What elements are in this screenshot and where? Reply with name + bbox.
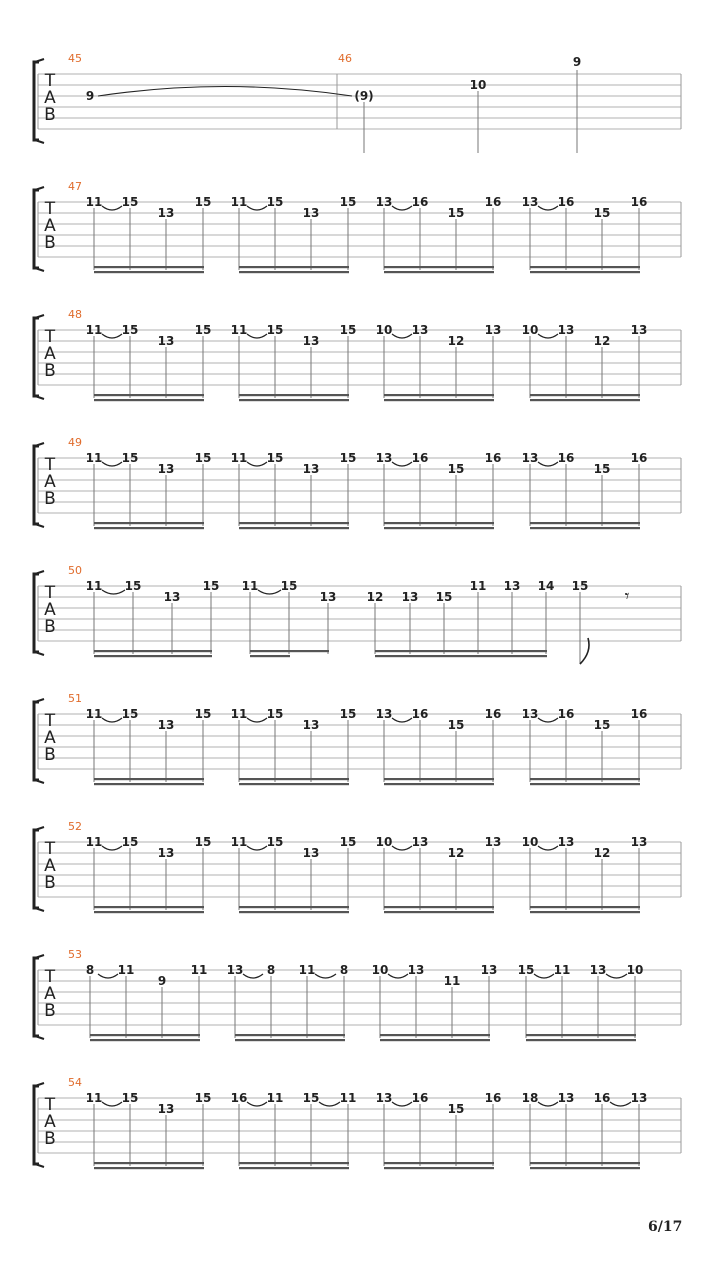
fret-number: 16 [630, 451, 648, 465]
fret-number: 15 [202, 579, 220, 593]
tie-arc [610, 1102, 631, 1106]
fret-number: 13 [589, 963, 607, 977]
fret-number: 10 [521, 835, 539, 849]
fret-number: 10 [521, 323, 539, 337]
beam-primary [530, 778, 640, 780]
fret-number: 11 [230, 195, 248, 209]
fret-number: 15 [194, 451, 212, 465]
tab-clef-t: T [44, 839, 56, 859]
beam-primary [384, 906, 494, 908]
beam-secondary [384, 911, 494, 913]
system-bracket-hook [35, 955, 44, 958]
beam-secondary [530, 1167, 640, 1169]
beam-secondary [530, 399, 640, 401]
fret-number: 15 [194, 323, 212, 337]
tab-clef-b: B [44, 361, 56, 381]
tie-arc [538, 462, 558, 466]
fret-number: 15 [339, 707, 357, 721]
beam-secondary [375, 655, 547, 657]
fret-number: 16 [557, 195, 575, 209]
beam-primary [239, 266, 349, 268]
beam-primary [530, 266, 640, 268]
fret-number: 8 [85, 963, 95, 977]
fret-number: 16 [630, 195, 648, 209]
fret-number: 13 [375, 1091, 393, 1105]
beam-secondary [94, 271, 204, 273]
fret-number: 10 [469, 78, 487, 92]
beam-secondary [384, 783, 494, 785]
tab-clef-a: A [44, 984, 56, 1004]
beam-primary [94, 394, 204, 396]
beam-primary [94, 1162, 204, 1164]
fret-number: 13 [157, 462, 175, 476]
fret-number: 16 [484, 707, 502, 721]
system-bracket-hook [35, 780, 44, 783]
fret-number: 13 [163, 590, 181, 604]
tie-arc [392, 462, 412, 466]
fret-number: 13 [157, 718, 175, 732]
tie-arc [319, 1102, 340, 1106]
fret-number: 11 [190, 963, 208, 977]
measure-number: 49 [68, 436, 82, 449]
fret-number: 16 [484, 195, 502, 209]
fret-number: 15 [593, 462, 611, 476]
fret-number: 15 [302, 1091, 320, 1105]
fret-number: 11 [230, 835, 248, 849]
tie-arc [102, 206, 122, 210]
fret-number: 11 [85, 451, 103, 465]
beam-primary [384, 778, 494, 780]
fret-number: 15 [266, 835, 284, 849]
system-bracket-hook [35, 699, 44, 702]
beam-secondary [239, 271, 349, 273]
tab-clef-t: T [44, 711, 56, 731]
beam-primary [94, 906, 204, 908]
fret-number: 18 [521, 1091, 539, 1105]
fret-number: 15 [121, 323, 139, 337]
fret-number: 13 [157, 206, 175, 220]
fret-number: 15 [339, 835, 357, 849]
fret-number: 13 [630, 323, 648, 337]
fret-number: 15 [435, 590, 453, 604]
fret-number: 13 [226, 963, 244, 977]
fret-number: 13 [484, 835, 502, 849]
system-bracket-hook [35, 268, 44, 271]
fret-number: 13 [484, 323, 502, 337]
tie-arc [98, 974, 118, 978]
beam-secondary [235, 1039, 345, 1041]
fret-number: 11 [266, 1091, 284, 1105]
fret-number: 13 [480, 963, 498, 977]
fret-number: 15 [194, 195, 212, 209]
fret-number: 15 [194, 1091, 212, 1105]
fret-number: 11 [85, 835, 103, 849]
fret-number: 11 [85, 323, 103, 337]
fret-number: 16 [484, 1091, 502, 1105]
tab-clef-b: B [44, 745, 56, 765]
system-bracket-hook [35, 443, 44, 446]
fret-number: 11 [241, 579, 259, 593]
tab-clef-t: T [44, 199, 56, 219]
tie-arc [247, 462, 267, 466]
fret-number: 11 [230, 707, 248, 721]
fret-number: 15 [121, 451, 139, 465]
system-bracket-hook [35, 524, 44, 527]
beam-secondary [94, 527, 204, 529]
fret-number: 15 [266, 195, 284, 209]
fret-number: 13 [521, 707, 539, 721]
beam-secondary [250, 655, 290, 657]
measure-number: 45 [68, 52, 82, 65]
beam-secondary [526, 1039, 636, 1041]
fret-number: 13 [302, 334, 320, 348]
fret-number: 15 [266, 707, 284, 721]
tab-clef-b: B [44, 1129, 56, 1149]
beam-secondary [384, 527, 494, 529]
fret-number: 16 [557, 451, 575, 465]
beam-primary [250, 650, 329, 652]
fret-number: 16 [230, 1091, 248, 1105]
fret-number: 15 [194, 707, 212, 721]
system-bracket-hook [35, 1164, 44, 1167]
tie-arc [534, 974, 554, 978]
fret-number: 8 [339, 963, 349, 977]
fret-number: 11 [85, 195, 103, 209]
system-bracket-hook [35, 1036, 44, 1039]
fret-number: 13 [157, 1102, 175, 1116]
tie-arc [392, 206, 412, 210]
beam-secondary [239, 1167, 349, 1169]
fret-number: 13 [503, 579, 521, 593]
fret-number: 9 [157, 974, 167, 988]
fret-number: 12 [366, 590, 384, 604]
fret-number: 15 [339, 323, 357, 337]
fret-number: 13 [557, 323, 575, 337]
fret-number: 15 [517, 963, 535, 977]
note-flag [580, 638, 589, 664]
fret-number: 11 [117, 963, 135, 977]
fret-number: 11 [230, 323, 248, 337]
system-bracket-hook [35, 827, 44, 830]
fret-number: 15 [593, 718, 611, 732]
fret-number: 15 [121, 707, 139, 721]
system-bracket-hook [35, 652, 44, 655]
tab-clef-t: T [44, 71, 56, 91]
tab-clef-b: B [44, 489, 56, 509]
fret-number: 13 [630, 835, 648, 849]
tab-clef-t: T [44, 1095, 56, 1115]
tie-arc [538, 846, 558, 850]
beam-secondary [94, 399, 204, 401]
fret-number: 13 [302, 206, 320, 220]
measure-number: 46 [338, 52, 352, 65]
fret-number: 13 [407, 963, 425, 977]
tie-arc [392, 1102, 412, 1106]
fret-number: 11 [85, 1091, 103, 1105]
beam-primary [380, 1034, 490, 1036]
fret-number: 12 [593, 334, 611, 348]
tie-arc [538, 206, 558, 210]
measure-number: 47 [68, 180, 82, 193]
fret-number: 16 [484, 451, 502, 465]
beam-primary [384, 394, 494, 396]
fret-number: 15 [447, 718, 465, 732]
fret-number: 13 [157, 334, 175, 348]
fret-number: 11 [85, 707, 103, 721]
fret-number: 13 [157, 846, 175, 860]
tie-arc [388, 974, 408, 978]
tie-arc [392, 334, 412, 338]
beam-primary [375, 650, 547, 652]
fret-number: 16 [411, 451, 429, 465]
beam-primary [94, 778, 204, 780]
beam-secondary [530, 271, 640, 273]
fret-number: 15 [280, 579, 298, 593]
measure-number: 53 [68, 948, 82, 961]
fret-number: 13 [557, 835, 575, 849]
fret-number: 13 [319, 590, 337, 604]
fret-number: 13 [375, 707, 393, 721]
beam-primary [239, 394, 349, 396]
tab-clef-a: A [44, 88, 56, 108]
tie-arc [258, 590, 281, 594]
page-number: 6/17 [648, 1219, 683, 1235]
tie-arc [538, 1102, 558, 1106]
fret-number: 14 [537, 579, 555, 593]
fret-number: 13 [630, 1091, 648, 1105]
tie-arc [247, 334, 267, 338]
tie-arc [538, 718, 558, 722]
beam-secondary [239, 783, 349, 785]
system-bracket-hook [35, 396, 44, 399]
fret-number: 16 [411, 195, 429, 209]
fret-number: 15 [447, 462, 465, 476]
eighth-rest: 𝄾 [624, 586, 630, 607]
tie-arc [102, 590, 125, 594]
tab-clef-t: T [44, 583, 56, 603]
fret-number: 11 [85, 579, 103, 593]
tie-arc [102, 334, 122, 338]
fret-number: 15 [593, 206, 611, 220]
measure-number: 52 [68, 820, 82, 833]
fret-number: 15 [339, 451, 357, 465]
beam-primary [530, 522, 640, 524]
tab-clef-b: B [44, 1001, 56, 1021]
beam-primary [94, 650, 212, 652]
tab-clef-t: T [44, 327, 56, 347]
beam-secondary [530, 911, 640, 913]
tab-clef-b: B [44, 873, 56, 893]
fret-number: 15 [447, 206, 465, 220]
system-bracket-hook [35, 908, 44, 911]
system-bracket-hook [35, 315, 44, 318]
beam-secondary [384, 399, 494, 401]
tie-arc [606, 974, 627, 978]
measure-number: 51 [68, 692, 82, 705]
beam-primary [239, 1162, 349, 1164]
tab-clef-a: A [44, 600, 56, 620]
beam-primary [235, 1034, 345, 1036]
tie-arc [247, 1102, 267, 1106]
fret-number: 16 [557, 707, 575, 721]
beam-secondary [94, 1167, 204, 1169]
fret-number: 9 [572, 55, 582, 69]
system-bracket-hook [35, 1083, 44, 1086]
tab-clef-t: T [44, 967, 56, 987]
fret-number: 16 [411, 1091, 429, 1105]
beam-secondary [90, 1039, 200, 1041]
fret-number: (9) [354, 89, 374, 103]
beam-secondary [239, 399, 349, 401]
tab-clef-a: A [44, 856, 56, 876]
tab-clef-a: A [44, 1112, 56, 1132]
fret-number: 15 [266, 451, 284, 465]
fret-number: 15 [447, 1102, 465, 1116]
tie-arc [243, 974, 263, 978]
fret-number: 10 [626, 963, 644, 977]
beam-secondary [530, 527, 640, 529]
beam-secondary [239, 527, 349, 529]
fret-number: 9 [85, 89, 95, 103]
fret-number: 10 [375, 323, 393, 337]
tie-arc [102, 1102, 122, 1106]
fret-number: 13 [375, 195, 393, 209]
tab-clef-t: T [44, 455, 56, 475]
fret-number: 12 [447, 334, 465, 348]
beam-primary [384, 522, 494, 524]
system-bracket-hook [35, 571, 44, 574]
fret-number: 16 [630, 707, 648, 721]
fret-number: 16 [593, 1091, 611, 1105]
beam-primary [384, 266, 494, 268]
beam-primary [530, 906, 640, 908]
fret-number: 11 [298, 963, 316, 977]
tie-arc [392, 718, 412, 722]
fret-number: 10 [375, 835, 393, 849]
tab-clef-a: A [44, 728, 56, 748]
beam-primary [526, 1034, 636, 1036]
tie-arc [102, 846, 122, 850]
fret-number: 13 [521, 195, 539, 209]
beam-primary [90, 1034, 200, 1036]
fret-number: 13 [411, 835, 429, 849]
fret-number: 15 [571, 579, 589, 593]
fret-number: 15 [339, 195, 357, 209]
slur-arc [98, 87, 352, 97]
beam-primary [239, 522, 349, 524]
tie-arc [102, 462, 122, 466]
fret-number: 13 [302, 462, 320, 476]
measure-number: 50 [68, 564, 82, 577]
fret-number: 13 [557, 1091, 575, 1105]
fret-number: 12 [447, 846, 465, 860]
beam-primary [384, 1162, 494, 1164]
tie-arc [247, 846, 267, 850]
beam-secondary [239, 911, 349, 913]
beam-primary [530, 394, 640, 396]
fret-number: 15 [124, 579, 142, 593]
fret-number: 11 [230, 451, 248, 465]
fret-number: 13 [401, 590, 419, 604]
beam-primary [94, 522, 204, 524]
beam-secondary [94, 911, 204, 913]
tie-arc [538, 334, 558, 338]
fret-number: 13 [302, 718, 320, 732]
tab-clef-a: A [44, 344, 56, 364]
tab-clef-b: B [44, 617, 56, 637]
fret-number: 12 [593, 846, 611, 860]
beam-secondary [384, 271, 494, 273]
fret-number: 11 [553, 963, 571, 977]
tie-arc [247, 206, 267, 210]
fret-number: 8 [266, 963, 276, 977]
beam-primary [94, 266, 204, 268]
system-bracket-hook [35, 59, 44, 62]
tab-clef-a: A [44, 472, 56, 492]
tab-clef-b: B [44, 233, 56, 253]
fret-number: 11 [339, 1091, 357, 1105]
beam-secondary [94, 655, 212, 657]
fret-number: 13 [521, 451, 539, 465]
fret-number: 13 [302, 846, 320, 860]
fret-number: 13 [375, 451, 393, 465]
tie-arc [315, 974, 336, 978]
fret-number: 11 [443, 974, 461, 988]
tab-clef-a: A [44, 216, 56, 236]
system-bracket-hook [35, 140, 44, 143]
fret-number: 15 [121, 1091, 139, 1105]
beam-secondary [384, 1167, 494, 1169]
fret-number: 15 [121, 835, 139, 849]
beam-primary [530, 1162, 640, 1164]
tie-arc [102, 718, 122, 722]
fret-number: 15 [121, 195, 139, 209]
tab-clef-b: B [44, 105, 56, 125]
tie-arc [247, 718, 267, 722]
system-bracket-hook [35, 187, 44, 190]
beam-primary [239, 906, 349, 908]
beam-secondary [94, 783, 204, 785]
fret-number: 15 [194, 835, 212, 849]
beam-secondary [380, 1039, 490, 1041]
tie-arc [392, 846, 412, 850]
fret-number: 16 [411, 707, 429, 721]
measure-number: 54 [68, 1076, 82, 1089]
beam-secondary [530, 783, 640, 785]
fret-number: 10 [371, 963, 389, 977]
beam-primary [239, 778, 349, 780]
fret-number: 13 [411, 323, 429, 337]
fret-number: 15 [266, 323, 284, 337]
measure-number: 48 [68, 308, 82, 321]
fret-number: 11 [469, 579, 487, 593]
